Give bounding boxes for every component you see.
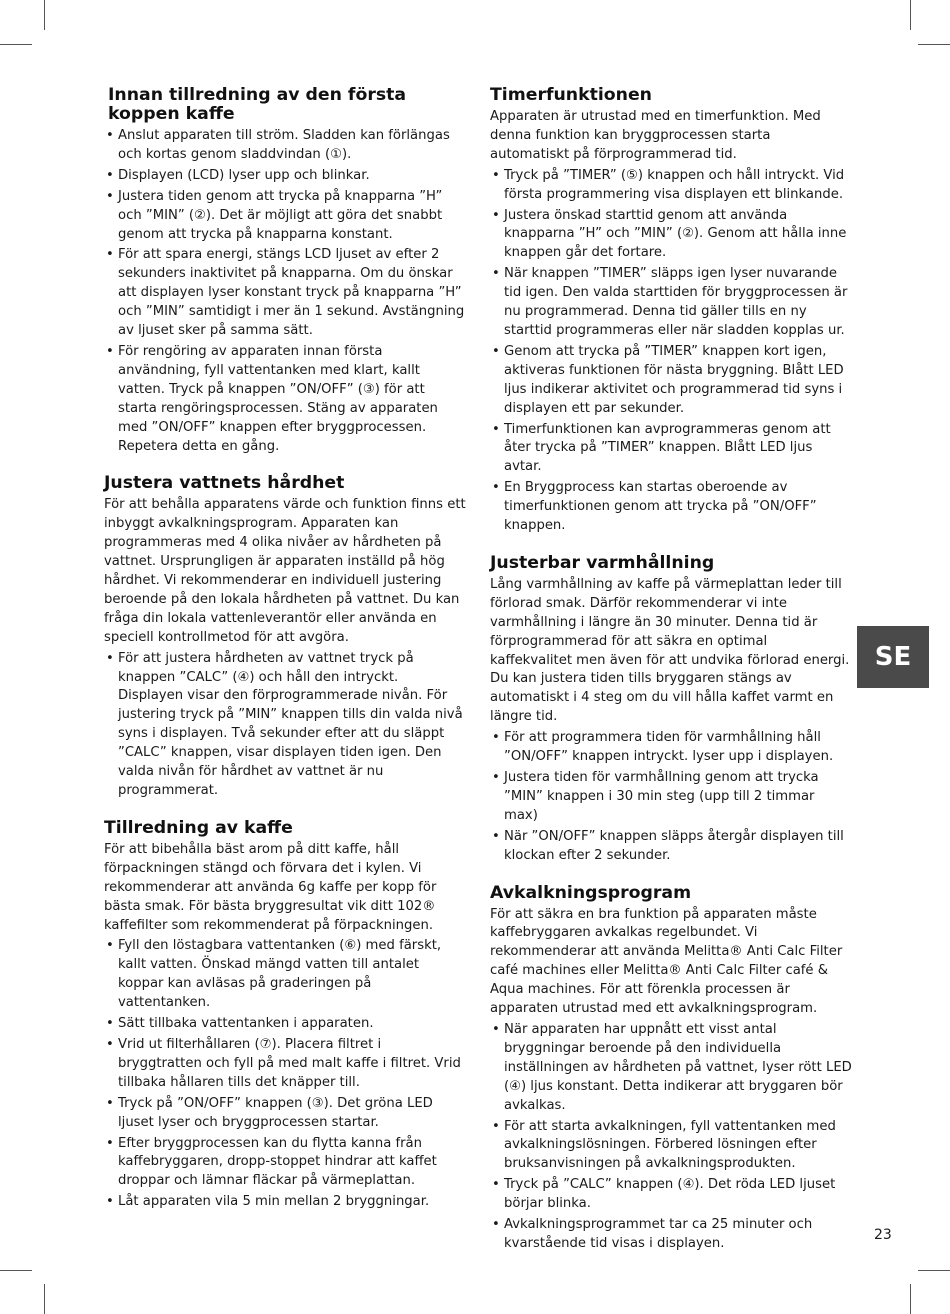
bullet-list: [104, 127, 466, 456]
bullet-list: [490, 167, 852, 536]
section-title: Tillredning av kaffe: [104, 817, 293, 838]
section-intro: För att säkra en bra funktion på apparaten måste kaffebryggaren avkalkas regelbundet. Vi rekommenderar att använda Melitta® Anti Calc Filter café machines eller Melitta® Anti Calc Filter café & Aqua machines. För att förenkla processen är apparaten utrustad med ett avkalkningsprogram.: [490, 906, 843, 1017]
list-item: • Displayen (LCD) lyser upp och blinkar.: [104, 167, 466, 186]
section-title: Justera vattnets hårdhet: [104, 473, 345, 494]
list-item: • Tryck på ”TIMER” (⑤) knappen och håll intryckt. Vid första programmering visa displayen ett blinkande.: [490, 167, 852, 205]
section-water-hardness: [104, 474, 466, 801]
bullet-list: [104, 937, 466, 1212]
list-item: • När apparaten har uppnått ett visst antal bryggningar beroende på den individuella inställningen av hårdheten på vattnet, lyser rött LED (④) ljus konstant. Detta indikerar att bryggaren bör avkalkas.: [490, 1021, 852, 1116]
section-title: Justerbar varmhållning: [490, 552, 715, 573]
bullet-list: [490, 1021, 852, 1254]
section-timer: [490, 86, 852, 536]
list-item: • Genom att trycka på ”TIMER” knappen kort igen, aktiveras funktionen för nästa bryggning. Blått LED ljus indikerar aktivitet och programmerad tid syns i displayen ett par sekunder.: [490, 343, 852, 419]
list-item: • Timerfunktionen kan avprogrammeras genom att åter trycka på ”TIMER” knappen. Blått LED ljus avtar.: [490, 421, 852, 478]
list-item: • Låt apparaten vila 5 min mellan 2 bryggningar.: [104, 1193, 466, 1212]
right-column: [490, 86, 852, 1272]
section-title: Timerfunktionen: [490, 85, 652, 105]
list-item: • För att programmera tiden för varmhållning håll ”ON/OFF” knappen intryckt. lyser upp i displayen.: [490, 729, 852, 767]
left-column: [104, 86, 466, 1230]
section-keep-warm: [490, 554, 852, 866]
section-brewing: [104, 819, 466, 1212]
language-tab: SE: [857, 626, 929, 688]
page-number: 23: [874, 1227, 892, 1243]
section-intro: Apparaten är utrustad med en timerfunktion. Med denna funktion kan bryggprocessen starta automatiskt på förprogrammerad tid.: [490, 109, 821, 162]
list-item: • För att spara energi, stängs LCD ljuset av efter 2 sekunders inaktivitet på knapparna. Om du önskar att displayen lyser konstant tryck på knapparna ”H” och ”MIN” samtidigt i mer än 1 sekund. Avstängning av ljuset sker på samma sätt.: [104, 246, 466, 341]
section-intro: Lång varmhållning av kaffe på värmeplattan leder till förlorad smak. Därför rekommenderar vi inte varmhållning i längre än 30 minuter. Denna tid är förprogrammerad för att säkra en optimal kaffekvalitet men även för att undvika förlorad energi. Du kan justera tiden tills bryggaren stängs av automatiskt i 4 steg om du vill hålla kaffet varmt en längre tid.: [490, 576, 850, 725]
list-item: • Sätt tillbaka vattentanken i apparaten.: [104, 1015, 466, 1034]
bullet-list: [490, 729, 852, 865]
list-item: • När knappen ”TIMER” släpps igen lyser nuvarande tid igen. Den valda starttiden för bryggprocessen är nu programmerad. Denna tid gäller tills en ny starttid programmeras eller när sladden kopplas ur.: [490, 265, 852, 341]
list-item: • Vrid ut filterhållaren (⑦). Placera filtret i bryggtratten och fyll på med malt kaffe i filtret. Vrid tillbaka hållaren tills det knäpper till.: [104, 1036, 466, 1093]
list-item: • Fyll den löstagbara vattentanken (⑥) med färskt, kallt vatten. Önskad mängd vatten till antalet koppar kan avläsas på graderingen på vattentanken.: [104, 937, 466, 1013]
crop-mark: [910, 1284, 911, 1314]
crop-mark: [910, 0, 911, 30]
crop-mark: [44, 0, 45, 30]
list-item: • Justera tiden för varmhållning genom att trycka ”MIN” knappen i 30 min steg (upp till 2 timmar max): [490, 769, 852, 826]
list-item: • För att justera hårdheten av vattnet tryck på knappen ”CALC” (④) och håll den intryckt. Displayen visar den förprogrammerade nivån. För justering tryck på ”MIN” knappen tills din valda nivå syns i displayen. Två sekunder efter att du släppt ”CALC” knappen, visar displayen tiden igen. Den valda nivån för hårdhet av vattnet är nu programmerat.: [104, 650, 466, 801]
crop-mark: [0, 44, 32, 45]
list-item: • Justera tiden genom att trycka på knapparna ”H” och ”MIN” (②). Det är möjligt att göra det snabbt genom att trycka på knapparna konstant.: [104, 188, 466, 245]
list-item: • För att starta avkalkningen, fyll vattentanken med avkalkningslösningen. Förbered lösningen efter bruksanvisningen på avkalkningsprodukten.: [490, 1118, 852, 1175]
crop-mark: [918, 1270, 950, 1271]
crop-mark: [44, 1284, 45, 1314]
crop-mark: [0, 1270, 32, 1271]
list-item: • Justera önskad starttid genom att använda knapparna ”H” och ”MIN” (②). Genom att hålla inne knappen går det fortare.: [490, 207, 852, 264]
crop-mark: [918, 44, 950, 45]
list-item: • Anslut apparaten till ström. Sladden kan förlängas och kortas genom sladdvindan (①).: [104, 127, 466, 165]
section-descaling: [490, 884, 852, 1254]
list-item: • För rengöring av apparaten innan första användning, fyll vattentanken med klart, kallt vatten. Tryck på knappen ”ON/OFF” (③) för att starta rengöringsprocessen. Stäng av apparaten med ”ON/OFF” knappen efter bryggprocessen. Repetera detta en gång.: [104, 343, 466, 456]
section-title: Avkalkningsprogram: [490, 882, 692, 903]
bullet-list: [104, 650, 466, 801]
list-item: • Tryck på ”CALC” knappen (④). Det röda LED ljuset börjar blinka.: [490, 1176, 852, 1214]
list-item: • Tryck på ”ON/OFF” knappen (③). Det gröna LED ljuset lyser och bryggprocessen startar.: [104, 1095, 466, 1133]
list-item: • Avkalkningsprogrammet tar ca 25 minuter och kvarstående tid visas i displayen.: [490, 1216, 852, 1254]
list-item: • Efter bryggprocessen kan du flytta kanna från kaffebryggaren, dropp-stoppet hindrar att kaffet droppar och lämnar fläckar på värmeplattan.: [104, 1135, 466, 1192]
section-first-use: [104, 86, 466, 456]
section-intro: För att bibehålla bäst arom på ditt kaffe, håll förpackningen stängd och förvara det i kylen. Vi rekommenderar att använda 6g kaffe per kopp för bästa smak. För bästa bryggresultat vik ditt 102® kaffefilter som rekommenderat på förpackningen.: [104, 841, 437, 933]
section-title: Innan tillredning av den första koppen kaffe: [108, 85, 407, 124]
list-item: • En Bryggprocess kan startas oberoende av timerfunktionen genom att trycka på ”ON/OFF” knappen.: [490, 479, 852, 536]
section-intro: För att behålla apparatens värde och funktion finns ett inbyggt avkalkningsprogram. Apparaten kan programmeras med 4 olika nivåer av hårdheten på vattnet. Ursprungligen är apparaten inställd på hög hårdhet. Vi rekommenderar en individuell justering beroende på den lokala hårdheten på vattnet. Du kan fråga din lokala vattenleverantör eller använda en speciell kontrollmetod för att avgöra.: [104, 497, 466, 645]
list-item: • När ”ON/OFF” knappen släpps återgår displayen till klockan efter 2 sekunder.: [490, 828, 852, 866]
